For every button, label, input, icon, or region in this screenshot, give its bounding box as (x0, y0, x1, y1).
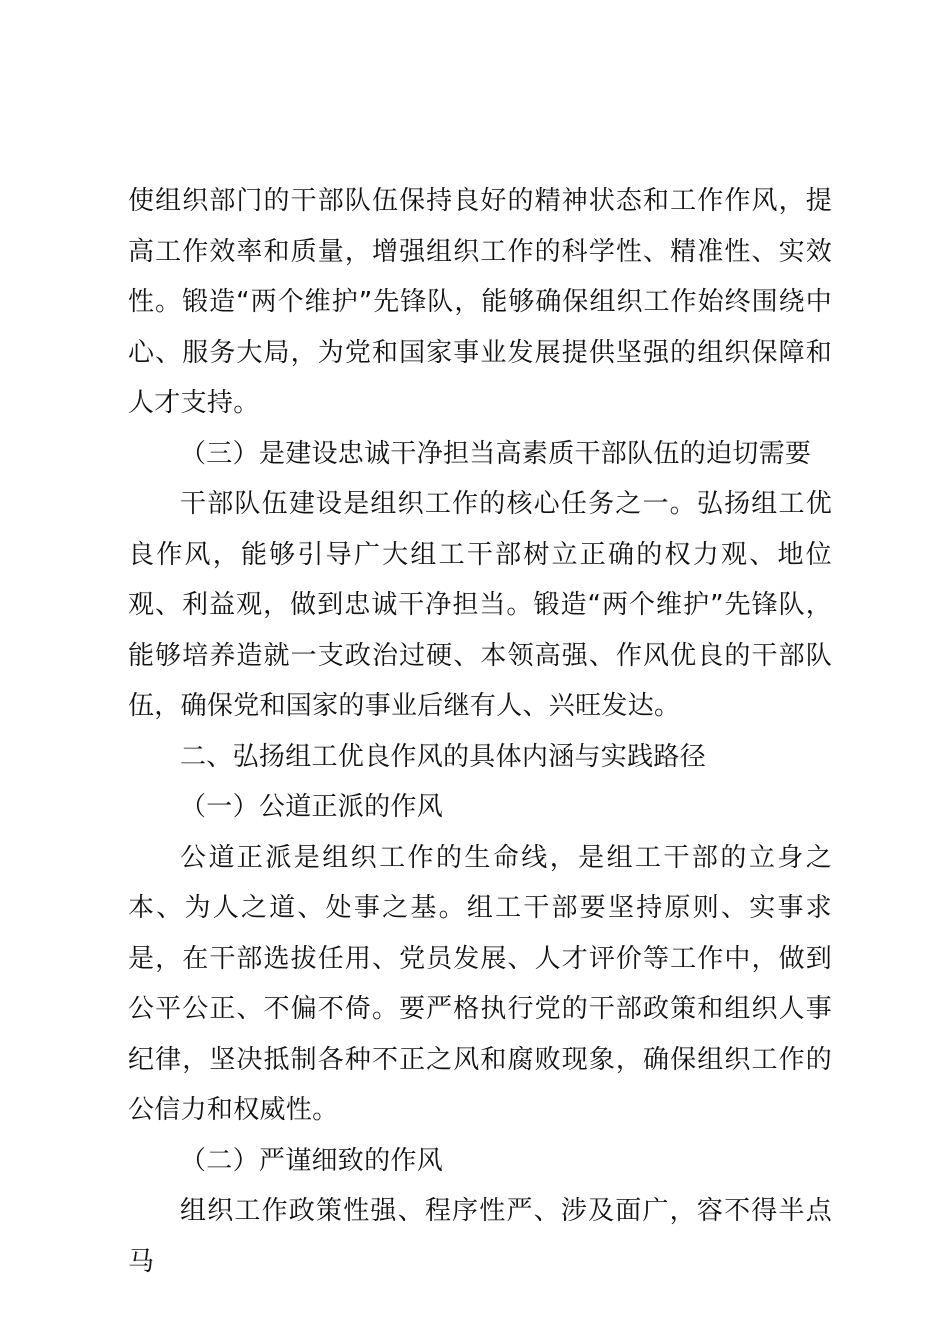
section-heading: （一）公道正派的作风 (180, 792, 444, 822)
chapter-heading: 二、弘扬组工优良作风的具体内涵与实践路径 (180, 741, 707, 772)
body-paragraph: 使组织部门的干部队伍保持良好的精神状态和工作作风，提高工作效率和质量，增强组织工作的科学性、精准性、实效性。锻造“两个维护”先锋队，能够确保组织工作始终围绕中心、服务大局，为党和国家事业发展提供坚强的组织保障和人才支持。 (128, 186, 832, 418)
document-page (128, 176, 832, 1287)
body-paragraph: 干部队伍建设是组织工作的核心任务之一。弘扬组工优良作风，能够引导广大组工干部树立正确的权力观、地位观、利益观，做到忠诚干净担当。锻造“两个维护”先锋队，能够培养造就一支政治过硬、本领高强、作风优良的干部队伍，确保党和国家的事业后继有人、兴旺发达。 (128, 489, 832, 721)
body-paragraph: 组织工作政策性强、程序性严、涉及面广，容不得半点马 (128, 1196, 832, 1277)
body-paragraph: 公道正派是组织工作的生命线，是组工干部的立身之本、为人之道、处事之基。组工干部要坚持原则、实事求是，在干部选拔任用、党员发展、人才评价等工作中，做到公平公正、不偏不倚。要严格执行党的干部政策和组织人事纪律，坚决抵制各种不正之风和腐败现象，确保组织工作的公信力和权威性。 (128, 842, 832, 1125)
section-heading: （二）严谨细致的作风 (180, 1145, 444, 1176)
section-heading: （三）是建设忠诚干净担当高素质干部队伍的迫切需要 (180, 438, 812, 469)
